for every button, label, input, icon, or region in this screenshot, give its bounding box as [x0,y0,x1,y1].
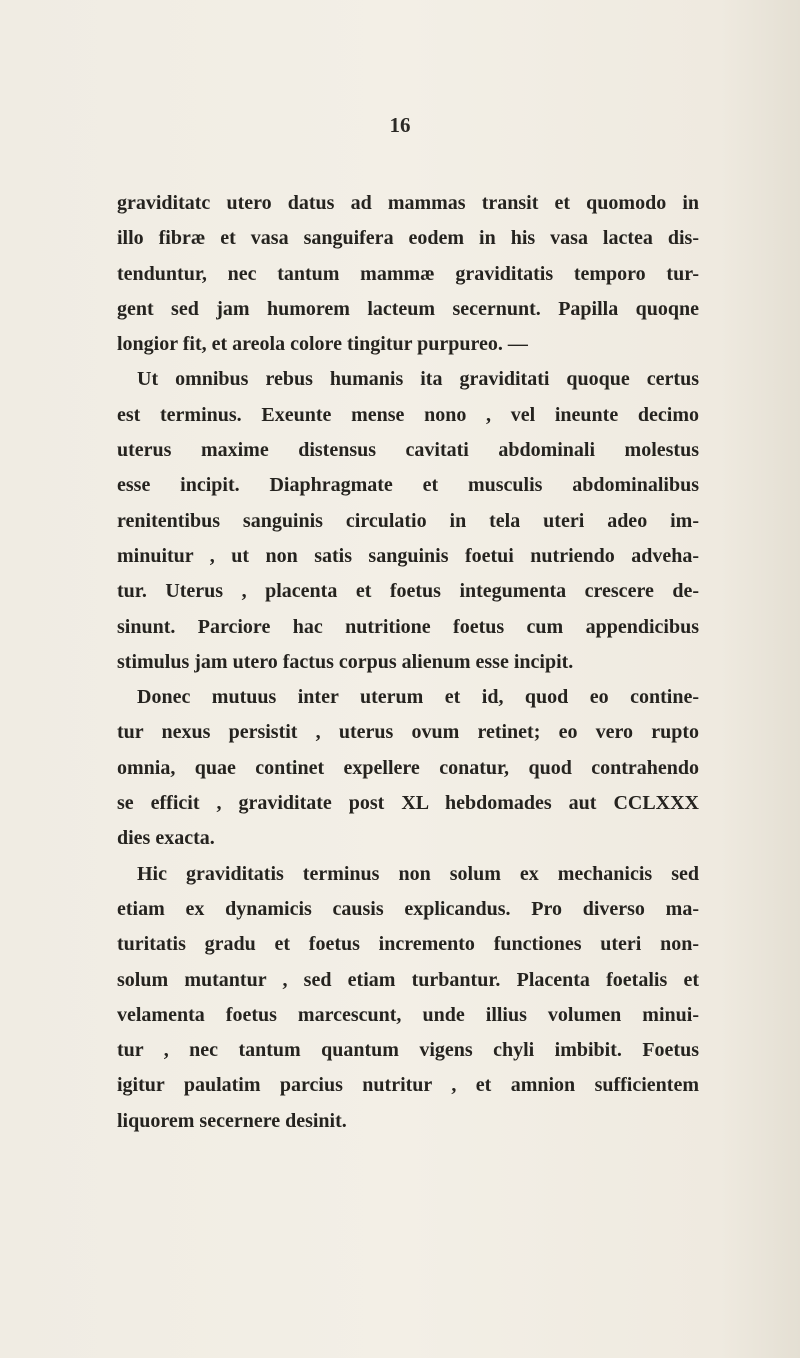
text-line: esse incipit. Diaphragmate et musculis abdominalibus [117,474,699,497]
text-line: longior fit, et areola colore tingitur purpureo. — [117,333,528,356]
page-number: 16 [389,113,411,137]
text-line: liquorem secernere desinit. [117,1109,347,1132]
text-line: tur , nec tantum quantum vigens chyli imbibit. Foetus [117,1039,699,1062]
text-line: est terminus. Exeunte mense nono , vel ineunte decimo [117,403,699,426]
text-line: graviditatc utero datus ad mammas transit et quomodo in [117,192,699,214]
text-line: igitur paulatim parcius nutritur , et amnion sufficientem [117,1074,699,1097]
text-line: Donec mutuus inter uterum et id, quod eo contine- [137,686,699,709]
text-line: omnia, quae continet expellere conatur, quod contrahendo [117,756,699,779]
text-line: se efficit , graviditate post XL hebdomades aut CCLXXX [117,792,699,815]
paragraph [117,186,699,362]
text-line: solum mutantur , sed etiam turbantur. Placenta foetalis et [117,968,699,991]
text-line: Hic graviditatis terminus non solum ex mechanicis sed [137,862,699,885]
body-text [117,186,699,1139]
text-line: velamenta foetus marcescunt, unde illius volumen minui- [117,1003,699,1026]
text-line: tur. Uterus , placenta et foetus integumenta crescere de- [117,580,699,603]
text-line: dies exacta. [117,827,215,850]
text-line: uterus maxime distensus cavitati abdominali molestus [117,439,699,462]
text-line: illo fibræ et vasa sanguifera eodem in his vasa lactea dis- [117,227,699,250]
text-line: renitentibus sanguinis circulatio in tela uteri adeo im- [117,509,699,532]
text-line: stimulus jam utero factus corpus alienum esse incipit. [117,650,574,673]
text-line: tenduntur, nec tantum mammæ graviditatis temporo tur- [117,262,699,285]
text-line: etiam ex dynamicis causis explicandus. Pro diverso ma- [117,897,699,920]
text-line: turitatis gradu et foetus incremento functiones uteri non- [117,933,699,956]
paragraph [117,680,699,856]
paragraph [117,362,699,680]
paragraph [117,857,699,1139]
text-line: tur nexus persistit , uterus ovum retinet; eo vero rupto [117,721,699,744]
text-line: minuitur , ut non satis sanguinis foetui nutriendo adveha- [117,544,699,567]
text-line: sinunt. Parciore hac nutritione foetus cum appendicibus [117,615,699,638]
text-line: Ut omnibus rebus humanis ita graviditati quoque certus [137,368,699,391]
text-line: gent sed jam humorem lacteum secernunt. Papilla quoqne [117,297,699,320]
